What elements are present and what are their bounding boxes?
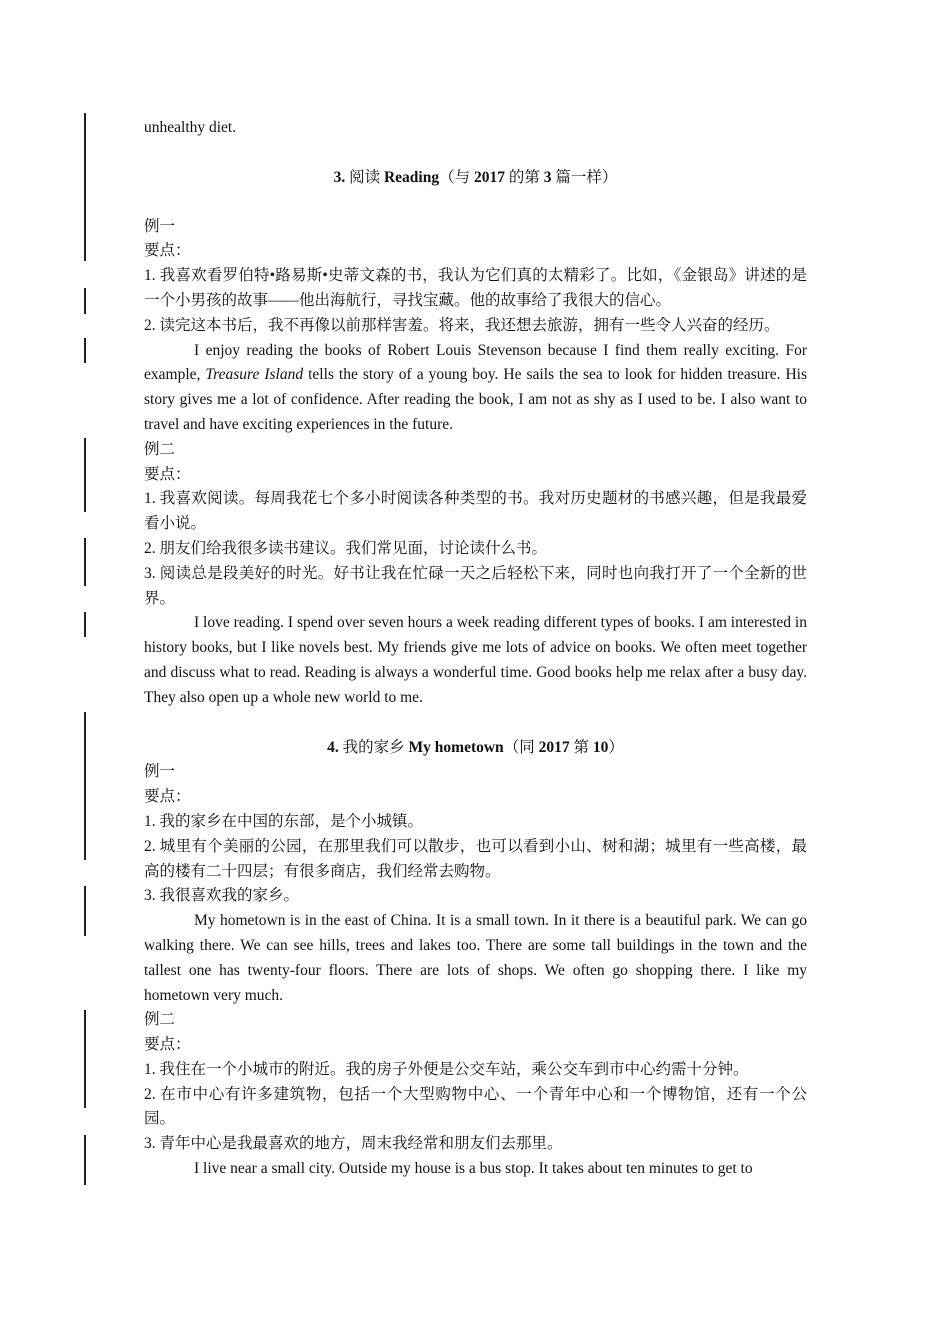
points-label: 要点： [144, 1036, 191, 1054]
point-item: 1. 我喜欢阅读。每周我花七个多小时阅读各种类型的书。我对历史题材的书感兴趣，但是我最爱看小说。 [144, 490, 807, 533]
section-title-en: Reading [383, 168, 440, 186]
points-label: 要点： [144, 465, 191, 483]
section-note-number: 3 [543, 168, 552, 186]
point-item: 2. 朋友们给我很多读书建议。我们常见面，讨论读什么书。 [144, 539, 548, 557]
section-note: ） [608, 738, 624, 756]
section-note-year: 2017 [538, 738, 570, 756]
section-note-year: 2017 [474, 168, 505, 186]
sample-essay [144, 339, 807, 438]
margin-bar [84, 1010, 86, 1108]
margin-bar [84, 288, 86, 314]
point-item: 2. 城里有个美丽的公园，在那里我们可以散步，也可以看到小山、树和湖；城里有一些高楼，最高的楼有二十四层；有很多商店，我们经常去购物。 [144, 837, 807, 880]
point-item: 3. 阅读总是段美好的时光。好书让我在忙碌一天之后轻松下来，同时也向我打开了一个全新的世界。 [144, 564, 807, 607]
margin-bar [84, 113, 86, 261]
point-item: 2. 在市中心有许多建筑物，包括一个大型购物中心、一个青年中心和一个博物馆，还有一个公园。 [144, 1085, 807, 1128]
point-item: 3. 我很喜欢我的家乡。 [144, 887, 300, 905]
section-title-cn: 阅读 [349, 168, 381, 186]
example-label: 例一 [144, 217, 176, 235]
margin-bar [84, 438, 86, 512]
margin-bar [84, 712, 86, 860]
book-title: Treasure Island [205, 366, 304, 384]
margin-bar [84, 538, 86, 586]
sample-essay: My hometown is in the east of China. It is a small town. In it there is a beautiful park. We can go walking there. We can see hills, trees and lakes too. There are some tall buildings in the town and the tallest one has twenty-four floors. There are lots of shops. We often go shopping there. I like my hometown very much. [144, 912, 807, 1004]
section-note: （同 [503, 738, 535, 756]
point-item: 1. 我的家乡在中国的东部，是个小城镇。 [144, 812, 424, 830]
section-note: （与 [439, 168, 471, 186]
section-title-en: My hometown [408, 738, 504, 756]
document-body [144, 116, 807, 1182]
example-label: 例一 [144, 763, 176, 781]
section-3-heading [144, 166, 807, 191]
margin-bar [84, 1135, 86, 1185]
points-label: 要点： [144, 242, 191, 260]
section-note-number: 10 [592, 738, 609, 756]
section-number: 3. [333, 168, 346, 186]
essay-text: I enjoy reading the books of Robert Louis Stevenson because I find them really exciting. For example, [144, 341, 807, 384]
margin-bar [84, 612, 86, 637]
section-title-cn: 我的家乡 [342, 738, 405, 756]
section-note: 第 [573, 738, 589, 756]
continuation-line: unhealthy diet. [144, 119, 237, 136]
essay-text: tells the story of a young boy. He sails the sea to look for hidden treasure. His story gives me a lot of confidence. After reading the book, I am not as shy as I used to be. I also want to travel and have exciting experiences in the future. [144, 366, 807, 433]
example-label: 例二 [144, 1011, 176, 1029]
section-number: 4. [327, 738, 339, 756]
points-label: 要点： [144, 788, 191, 806]
sample-essay: I live near a small city. Outside my house is a bus stop. It takes about ten minutes to get to [194, 1160, 753, 1178]
margin-bar [84, 338, 86, 363]
point-item: 1. 我喜欢看罗伯特•路易斯•史蒂文森的书，我认为它们真的太精彩了。比如，《金银岛》讲述的是一个小男孩的故事——他出海航行，寻找宝藏。他的故事给了我很大的信心。 [144, 267, 807, 309]
section-note: 篇一样） [555, 168, 618, 186]
point-item: 1. 我住在一个小城市的附近。我的房子外便是公交车站，乘公交车到市中心约需十分钟。 [144, 1060, 749, 1078]
section-note: 的第 [508, 168, 540, 186]
point-item: 2. 读完这本书后，我不再像以前那样害羞。将来，我还想去旅游，拥有一些令人兴奋的经历。 [144, 316, 780, 334]
sample-essay: I love reading. I spend over seven hours a week reading different types of books. I am interested in history books, but I like novels best. My friends give me lots of advice on books. We often meet together and discuss what to read. Reading is always a wonderful time. Good books help me relax after a busy day. They also open up a whole new world to me. [144, 614, 807, 706]
section-4-heading [144, 736, 807, 761]
example-label: 例二 [144, 440, 176, 458]
point-item: 3. 青年中心是我最喜欢的地方，周末我经常和朋友们去那里。 [144, 1135, 563, 1153]
margin-bar [84, 886, 86, 936]
